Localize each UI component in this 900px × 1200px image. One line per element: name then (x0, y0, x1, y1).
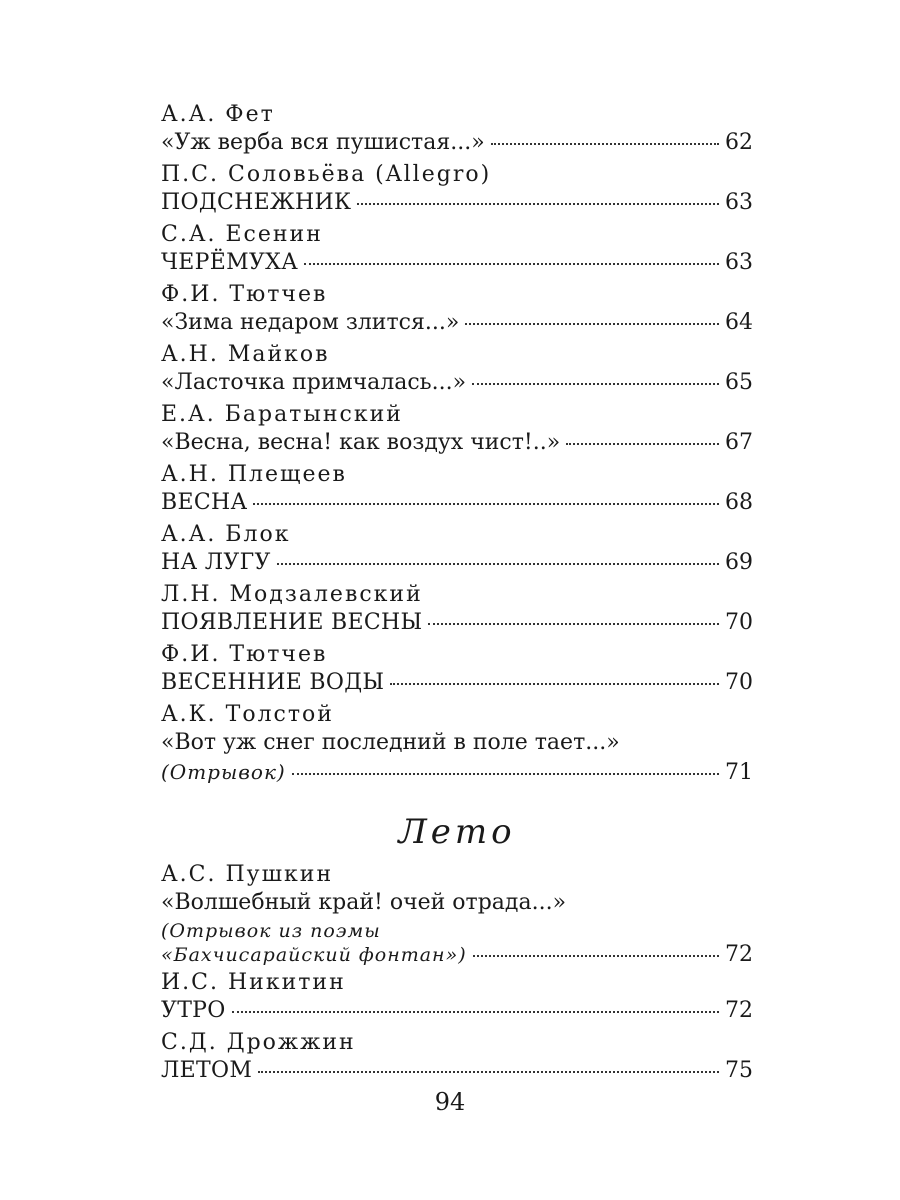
dot-leader (472, 383, 719, 385)
entry-title: «Уж верба вся пушистая...» (161, 130, 485, 155)
entry-line (161, 998, 753, 1028)
entry-line (161, 190, 753, 220)
entry-author: Ф.И. Тютчев (161, 642, 328, 667)
toc-entry (161, 282, 753, 340)
entry-note: «Бахчисарайский фонтан») (161, 944, 467, 966)
entry-line (161, 610, 753, 640)
entry-page: 62 (725, 130, 753, 155)
toc-entry (161, 342, 753, 400)
entry-line (161, 490, 753, 520)
toc-entry (161, 222, 753, 280)
entry-page: 68 (725, 490, 753, 515)
toc-entry (161, 970, 753, 1028)
table-of-contents (161, 100, 753, 1088)
page-number: 94 (434, 1088, 466, 1116)
entry-title: НА ЛУГУ (161, 550, 271, 575)
dot-leader (473, 955, 719, 957)
entry-author: А.А. Блок (161, 522, 291, 547)
toc-entry (161, 862, 753, 968)
entry-page: 70 (725, 670, 753, 695)
entry-title: ВЕСНА (161, 490, 248, 515)
toc-entry (161, 642, 753, 700)
entry-title: ПОЯВЛЕНИЕ ВЕСНЫ (161, 610, 423, 635)
entry-page: 69 (725, 550, 753, 575)
dot-leader (390, 683, 719, 685)
entry-line (161, 1058, 753, 1088)
entry-title: ЛЕТОМ (161, 1058, 253, 1083)
entry-page: 75 (725, 1058, 753, 1083)
section-heading-summer: Лето (398, 812, 516, 852)
entry-title: ЧЕРЁМУХА (161, 250, 299, 275)
entry-page: 72 (725, 942, 753, 967)
toc-entry (161, 462, 753, 520)
entry-author: И.С. Никитин (161, 970, 346, 995)
entry-subtitle: (Отрывок) (161, 760, 286, 784)
entry-line (161, 550, 753, 580)
entry-author: А.К. Толстой (161, 702, 334, 727)
entry-title: УТРО (161, 998, 226, 1023)
entry-line (161, 310, 753, 340)
dot-leader (253, 503, 719, 505)
entry-page: 65 (725, 370, 753, 395)
dot-leader (491, 143, 719, 145)
dot-leader (566, 443, 719, 445)
toc-entry (161, 1030, 753, 1088)
dot-leader (258, 1071, 719, 1073)
entry-title: «Волшебный край! очей отрада...» (161, 890, 567, 915)
entry-page: 63 (725, 190, 753, 215)
entry-line (161, 130, 753, 160)
dot-leader (292, 773, 719, 775)
entry-author: А.С. Пушкин (161, 862, 334, 887)
entry-line (161, 942, 753, 968)
entry-title: ПОДСНЕЖНИК (161, 190, 352, 215)
toc-entry (161, 522, 753, 580)
toc-entry (161, 582, 753, 640)
dot-leader (428, 623, 719, 625)
entry-page: 71 (725, 760, 753, 785)
entry-author: С.А. Есенин (161, 222, 323, 247)
toc-entry (161, 702, 753, 790)
entry-page: 70 (725, 610, 753, 635)
toc-entry (161, 402, 753, 460)
entry-page: 63 (725, 250, 753, 275)
entry-title: «Вот уж снег последний в поле тает...» (161, 730, 620, 755)
dot-leader (465, 323, 719, 325)
entry-line (161, 670, 753, 700)
entry-author: П.С. Соловьёва (Allegro) (161, 162, 492, 187)
entry-author: С.Д. Дрожжин (161, 1030, 356, 1055)
toc-entry (161, 102, 753, 160)
entry-page: 64 (725, 310, 753, 335)
entry-author: Ф.И. Тютчев (161, 282, 328, 307)
toc-entry (161, 162, 753, 220)
entry-author: А.Н. Майков (161, 342, 330, 367)
entry-line (161, 430, 753, 460)
dot-leader (304, 263, 719, 265)
entry-title: ВЕСЕННИЕ ВОДЫ (161, 670, 385, 695)
entry-author: А.А. Фет (161, 102, 275, 127)
entry-line (161, 250, 753, 280)
entry-page: 72 (725, 998, 753, 1023)
entry-title: «Ласточка примчалась...» (161, 370, 467, 395)
entry-line (161, 760, 753, 790)
dot-leader (232, 1011, 719, 1013)
entry-author: Л.Н. Модзалевский (161, 582, 423, 607)
entry-author: Е.А. Баратынский (161, 402, 403, 427)
entry-page: 67 (725, 430, 753, 455)
dot-leader (357, 203, 719, 205)
entry-note: (Отрывок из поэмы (161, 920, 381, 942)
entry-title: «Весна, весна! как воздух чист!..» (161, 430, 561, 455)
entry-line (161, 370, 753, 400)
entry-title: «Зима недаром злится...» (161, 310, 460, 335)
dot-leader (277, 563, 719, 565)
entry-author: А.Н. Плещеев (161, 462, 347, 487)
